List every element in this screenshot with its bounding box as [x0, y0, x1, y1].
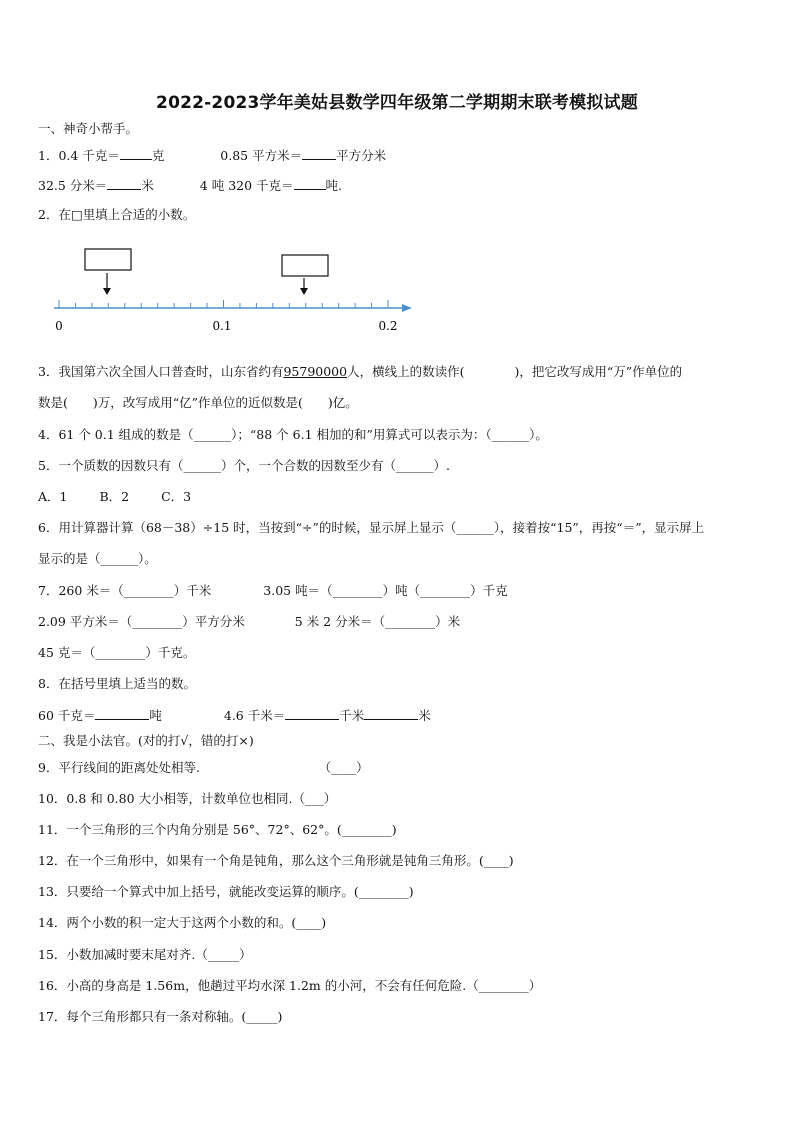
q1-b-unit: 平方分米	[336, 148, 387, 163]
q1-d-blank[interactable]	[294, 177, 326, 190]
arrow-2-head	[300, 288, 308, 295]
question-7-row-3: 45 克＝（________）千克。	[38, 645, 196, 660]
q8-b-blank-2[interactable]	[364, 707, 418, 720]
q1-a-unit: 克	[151, 148, 165, 163]
question-2: 2．在□里填上合适的小数。	[38, 207, 196, 222]
tick-label-0.2: 0.2	[378, 319, 398, 333]
q7-d: 5 米 2 分米＝（________）米	[294, 614, 461, 629]
q3-text-a: 3．我国第六次全国人口普查时，山东省约有	[38, 364, 284, 379]
question-5-options	[38, 489, 191, 505]
q8-b-unit-1: 千米	[339, 708, 365, 723]
question-5: 5．一个质数的因数只有（______）个，一个合数的因数至少有（______）.	[38, 458, 450, 473]
q8-a-blank[interactable]	[95, 707, 149, 720]
question-13: 13．只要给一个算式中加上括号，就能改变运算的顺序。(________)	[38, 884, 414, 899]
question-17: 17．每个三角形都只有一条对称轴。(_____)	[38, 1009, 283, 1024]
page-title: 2022-2023学年美姑县数学四年级第二学期期末联考模拟试题	[156, 93, 638, 113]
q8-b-unit-2: 米	[418, 708, 431, 723]
option-a[interactable]: A．1	[38, 489, 68, 504]
q8-b-blank-1[interactable]	[285, 707, 339, 720]
axis-ticks	[59, 300, 388, 308]
number-line	[50, 245, 420, 340]
question-1-row-1	[38, 147, 386, 164]
q3-number: 95790000	[283, 364, 348, 379]
q1-a-blank[interactable]	[120, 147, 152, 160]
q7-b: 3.05 吨＝（________）吨（________）千克	[263, 583, 508, 598]
question-6-line-2: 显示的是（______）。	[38, 551, 157, 566]
answer-box-2[interactable]	[282, 255, 328, 276]
question-7-row-1	[38, 583, 508, 599]
tick-label-0.1: 0.1	[212, 319, 232, 333]
q8-b-text: 4.6 千米＝	[223, 708, 286, 723]
tick-label-0: 0	[55, 319, 63, 333]
option-b[interactable]: B．2	[99, 489, 130, 504]
q1-label: 1．	[38, 148, 59, 163]
arrow-1-head	[103, 288, 111, 295]
question-3-line-1	[38, 364, 682, 380]
q1-c-text: 32.5 分米＝	[38, 178, 108, 193]
option-c[interactable]: C．3	[161, 489, 192, 504]
section-2-heading: 二、我是小法官。(对的打√，错的打×)	[38, 733, 254, 748]
question-3-line-2: 数是( )万，改写成用“亿”作单位的近似数是( )亿。	[38, 395, 358, 410]
q7-a: 7．260 米＝（________）千米	[38, 583, 212, 598]
q7-c: 2.09 平方米＝（________）平方分米	[38, 614, 245, 629]
q1-c-unit: 米	[141, 178, 154, 193]
question-16: 16．小高的身高是 1.56m，他趟过平均水深 1.2m 的小河，不会有任何危险.（________）	[38, 978, 542, 993]
question-11: 11．一个三角形的三个内角分别是 56°、72°、62°。(________)	[38, 822, 397, 837]
question-8-row	[38, 707, 431, 724]
q8-a-text: 60 千克＝	[38, 708, 96, 723]
question-1-row-2	[38, 177, 342, 194]
q1-b-text: 0.85 平方米＝	[220, 148, 303, 163]
question-7-row-2	[38, 614, 460, 630]
question-14: 14．两个小数的积一定大于这两个小数的和。(____)	[38, 915, 327, 930]
q3-text-b: 人，横线上的数读作( )，把它改写成用“万”作单位的	[347, 364, 683, 379]
q1-d-text: 4 吨 320 千克＝	[199, 178, 294, 193]
question-12: 12．在一个三角形中，如果有一个角是钝角，那么这个三角形就是钝角三角形。(____)	[38, 853, 514, 868]
question-6-line-1: 6．用计算器计算（68－38）÷15 时，当按到“÷”的时候，显示屏上显示（______），接着按“15”，再按“＝”，显示屏上	[38, 520, 705, 535]
q1-a-text: 0.4 千克＝	[58, 148, 120, 163]
q1-c-blank[interactable]	[107, 177, 141, 190]
question-9: 9．平行线间的距离处处相等. （____）	[38, 760, 369, 775]
question-15: 15．小数加减时要末尾对齐.（_____）	[38, 947, 252, 962]
answer-box-1[interactable]	[85, 249, 131, 270]
section-1-heading: 一、神奇小帮手。	[38, 121, 139, 136]
question-10: 10．0.8 和 0.80 大小相等，计数单位也相同.（___）	[38, 791, 337, 806]
q1-b-blank[interactable]	[302, 147, 336, 160]
question-4: 4．61 个 0.1 组成的数是（______）；“88 个 6.1 相加的和”用算式可以表示为：（______）。	[38, 427, 548, 442]
q1-d-unit: 吨.	[325, 178, 343, 193]
question-8: 8．在括号里填上适当的数。	[38, 676, 196, 691]
axis-arrow	[402, 304, 412, 312]
q8-a-unit: 吨	[149, 708, 162, 723]
